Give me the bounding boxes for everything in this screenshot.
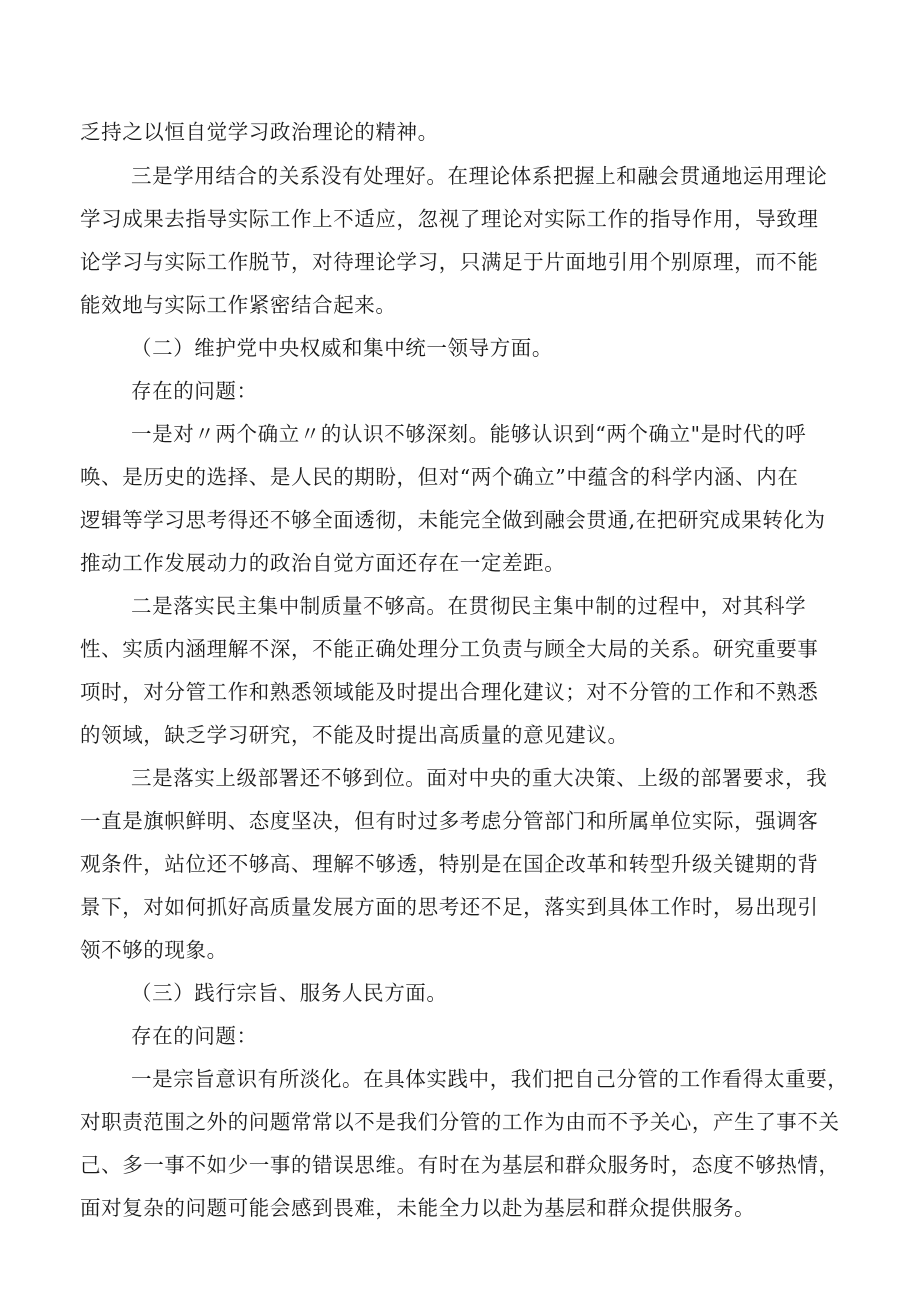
text-line: 对职责范围之外的问题常常以不是我们分管的工作为由而不予关心，产生了事不关 <box>80 1110 840 1134</box>
text-line: 能效地与实际工作紧密结合起来。 <box>80 293 397 317</box>
text-line: 三是学用结合的关系没有处理好。在理论体系把握上和融会贯通地运用理论 <box>131 164 828 188</box>
text-line: 学习成果去指导实际工作上不适应，忽视了理论对实际工作的指导作用，导致理 <box>80 207 819 231</box>
text-line: 一是对〃两个确立〃的认识不够深刻。能够认识到“两个确立"是时代的呼 <box>131 422 807 446</box>
text-line: 逻辑等学习思考得还不够全面透彻，未能完全做到融会贯通,在把研究成果转化为 <box>80 508 826 532</box>
text-line: 观条件，站位还不够高、理解不够透，特别是在国企改革和转型升级关键期的背 <box>80 852 819 876</box>
section-heading: （三）践行宗旨、服务人民方面。 <box>131 981 448 1005</box>
text-line: 乏持之以恒自觉学习政治理论的精神。 <box>80 120 439 144</box>
text-line: 性、实质内涵理解不深，不能正确处理分工负责与顾全大局的关系。研究重要事 <box>80 637 819 661</box>
section-heading: （二）维护党中央权威和集中统一领导方面。 <box>131 336 553 360</box>
text-line: 领不够的现象。 <box>80 938 228 962</box>
text-line: 一直是旗帜鲜明、态度坚决，但有时过多考虑分管部门和所属单位实际，强调客 <box>80 809 819 833</box>
text-line: 景下，对如何抓好高质量发展方面的思考还不足，落实到具体工作时，易出现引 <box>80 895 819 919</box>
subheading: 存在的问题： <box>131 1024 258 1048</box>
text-line: 论学习与实际工作脱节，对待理论学习，只满足于片面地引用个别原理，而不能 <box>80 250 819 274</box>
text-line: 项时，对分管工作和熟悉领域能及时提出合理化建议；对不分管的工作和不熟悉 <box>80 680 819 704</box>
text-line: 面对复杂的问题可能会感到畏难，未能全力以赴为基层和群众提供服务。 <box>80 1196 756 1220</box>
text-line: 三是落实上级部署还不够到位。面对中央的重大决策、上级的部署要求，我 <box>131 766 828 790</box>
text-line: 的领域，缺乏学习研究，不能及时提出高质量的意见建议。 <box>80 723 629 747</box>
subheading: 存在的问题： <box>131 379 258 403</box>
text-line: 推动工作发展动力的政治自觉方面还存在一定差距。 <box>80 551 566 575</box>
text-line: 一是宗旨意识有所淡化。在具体实践中，我们把自己分管的工作看得太重要， <box>131 1067 849 1091</box>
text-line: 唤、是历史的选择、是人民的期盼，但对“两个确立”中蕴含的科学内涵、内在 <box>80 465 799 489</box>
text-line: 己、多一事不如少一事的错误思维。有时在为基层和群众服务时，态度不够热情， <box>80 1153 840 1177</box>
text-line: 二是落实民主集中制质量不够高。在贯彻民主集中制的过程中，对其科学 <box>131 594 807 618</box>
